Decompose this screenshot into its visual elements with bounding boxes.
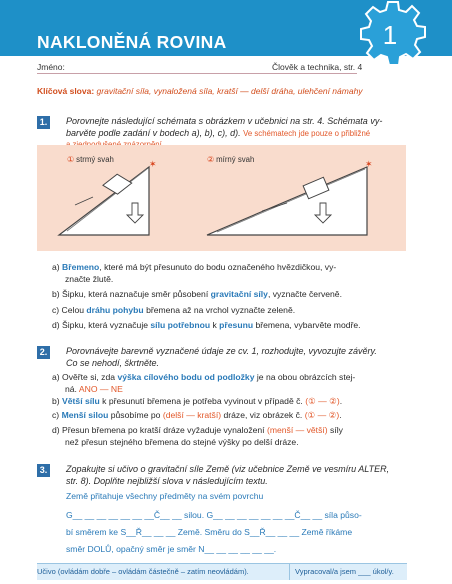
question-2-number: 2. [37, 346, 50, 359]
source-label: Člověk a technika, str. 4 [272, 62, 363, 72]
q2-option-c: c) Menší silou působíme po (delší — kratší) dráze, viz obrázek č. (① — ②). [52, 410, 342, 420]
steep-force-arrow [75, 197, 93, 205]
figure-2-label: ② mírný svah [207, 155, 255, 164]
q2-option-d: d) Přesun břemena po kratší dráze vyžaduje vynaložení (menší — větší) síly než přesun stejného břemena do stejné výšky po delší dráze. [52, 425, 343, 447]
keywords [37, 86, 427, 96]
question-2-text: Porovnávejte barevně vyznačené údaje ze cv. 1, rozhodujte, vyvozujte závěry. Co se nehodí, škrtněte. [66, 346, 377, 368]
incline-diagrams [37, 145, 406, 251]
path-choice[interactable]: (delší — kratší) [162, 410, 222, 420]
fill-text-3[interactable]: bí směrem ke S__Ř__ __ __ Země. Směru do S__Ř__ __ __ Země říkáme [66, 527, 353, 537]
q1-option-d: d) Šipku, která vyznačuje sílu potřebnou k přesunu břemena, vybarvěte modře. [52, 320, 361, 330]
q2-option-a: a) Ověřte si, zda výška cílového bodu od podložky je na obou obrázcích stej- ná. ANO — NE [52, 372, 356, 394]
footer-bar [37, 563, 407, 580]
incline-figure [37, 145, 406, 251]
steep-incline [59, 167, 149, 235]
page-title: NAKLONĚNÁ ROVINA [37, 32, 227, 52]
figure-choice-b[interactable]: (① — ②) [305, 396, 340, 406]
name-line [37, 73, 357, 74]
footer-task-count: Vypracoval/a jsem ___ úkol/y. [295, 567, 394, 576]
keywords-label: Klíčová slova: [37, 86, 95, 96]
figure-choice-c[interactable]: (① — ②) [304, 410, 340, 420]
q2-option-b: b) Větší sílu k přesunutí břemena je potřeba vyvinout v případě č. (① — ②). [52, 396, 343, 406]
q1-option-c: c) Celou dráhu pohybu břemena až na vrchol vyznačte zeleně. [52, 305, 296, 315]
question-3-text: Zopakujte si učivo o gravitační síle Země (viz učebnice Země ve vesmíru ALTER, str. 8). Doplňte nejbližší slova v následujícím textu. [66, 464, 390, 486]
q1-option-a: a) Břemeno, které má být přesunuto do bodu označeného hvězdičkou, vy- značte žlutě. [52, 262, 337, 284]
question-3-number: 3. [37, 464, 50, 477]
yes-no-choice[interactable]: ANO — NE [78, 383, 123, 394]
steep-star: ✶ [149, 159, 157, 169]
fill-text-1: Země přitahuje všechny předměty na svém povrchu [66, 491, 264, 501]
gentle-incline [207, 167, 367, 235]
footer-divider [289, 564, 290, 580]
fill-text-4[interactable]: směr DOLŮ, opačný směr je směr N__ __ __ __ __ __. [66, 544, 277, 554]
q1-option-b: b) Šipku, která naznačuje směr působení gravitační síly, vyznačte červeně. [52, 289, 342, 299]
question-1-text: Porovnejte následující schémata s obrázkem v učebnici na str. 4. Schémata vy- barvěte podle zadání v bodech a), b), c), d). Ve schématech jde pouze o přibližné [66, 116, 383, 138]
footer-self-assessment: Učivo (ovládám dobře – ovládám částečně – zatím neovládám). [37, 567, 249, 576]
force-choice[interactable]: (menší — větší) [266, 425, 328, 435]
name-label: Jméno: [37, 62, 65, 72]
keywords-text: gravitační síla, vynaložená síla, kratší — delší dráha, ulehčení námahy [96, 86, 363, 96]
fill-text-2[interactable]: G__ __ __ __ __ __ __Č__ __ silou. G__ __ __ __ __ __ __Č__ __ síla půso- [66, 510, 362, 520]
figure-1-label: ① strmý svah [67, 155, 114, 164]
question-1-number: 1. [37, 116, 50, 129]
gentle-star: ✶ [365, 159, 373, 169]
worksheet-number: 1 [382, 20, 398, 50]
